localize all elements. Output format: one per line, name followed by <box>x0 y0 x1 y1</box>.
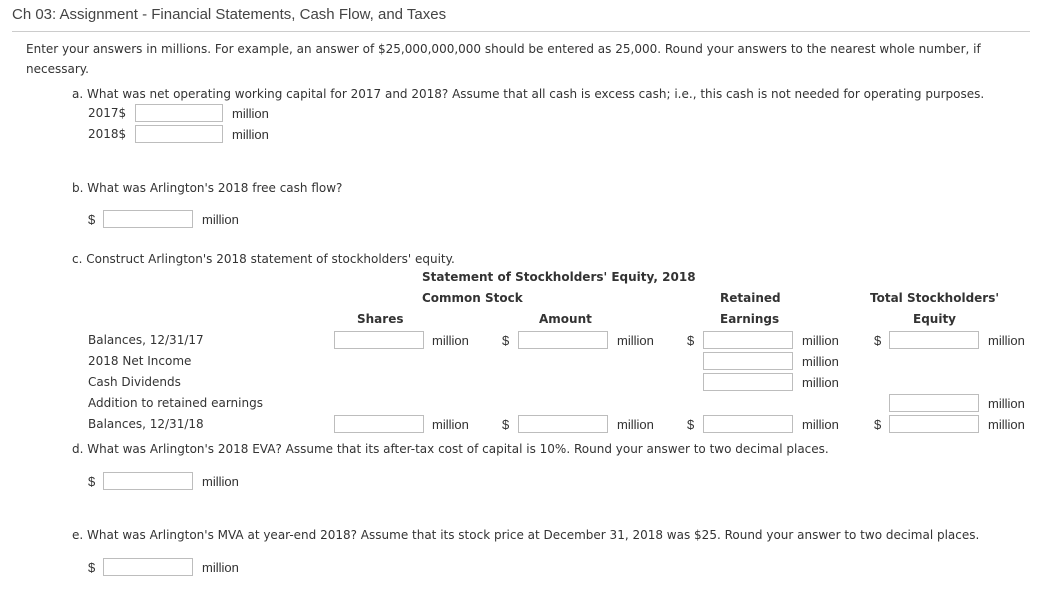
unit-label: million <box>617 333 654 348</box>
dollar-sign: $ <box>687 417 695 432</box>
dollar-sign: $ <box>502 333 510 348</box>
unit-label: million <box>432 417 469 432</box>
unit-label: million <box>988 396 1025 411</box>
unit-label: million <box>432 333 469 348</box>
header-common-stock: Common Stock <box>422 291 523 305</box>
bal2018-total-input[interactable] <box>889 415 979 433</box>
dollar-sign: $ <box>502 417 510 432</box>
dollar-sign: $ <box>88 474 96 489</box>
question-c: c. Construct Arlington's 2018 statement of stockholders' equity. <box>72 252 455 266</box>
label-2018: 2018$ <box>88 127 127 141</box>
bal2017-shares-input[interactable] <box>334 331 424 349</box>
nowc-2018-input[interactable] <box>135 125 223 143</box>
dollar-sign: $ <box>874 417 882 432</box>
question-a: a. What was net operating working capital for 2017 and 2018? Assume that all cash is excess cash; i.e., this cash is not needed for operating purposes. <box>72 87 985 101</box>
unit-label: million <box>202 212 239 227</box>
bal2018-retained-input[interactable] <box>703 415 793 433</box>
row-label-cash-dividends: Cash Dividends <box>88 375 181 389</box>
header-retained: Retained <box>720 291 781 305</box>
bal2017-retained-input[interactable] <box>703 331 793 349</box>
bal2018-shares-input[interactable] <box>334 415 424 433</box>
unit-label: million <box>988 333 1025 348</box>
question-b: b. What was Arlington's 2018 free cash flow? <box>72 181 343 195</box>
label-2017: 2017$ <box>88 106 127 120</box>
dollar-sign: $ <box>88 212 96 227</box>
instructions-text: Enter your answers in millions. For example, an answer of $25,000,000,000 should be entered as 25,000. Round your answers to the nearest whole number, if necessary. <box>26 42 981 76</box>
dollar-sign: $ <box>88 560 96 575</box>
eva-input[interactable] <box>103 472 193 490</box>
row-label-balances-2018: Balances, 12/31/18 <box>88 417 204 431</box>
bal2017-amount-input[interactable] <box>518 331 608 349</box>
addition-total-input[interactable] <box>889 394 979 412</box>
header-equity: Equity <box>913 312 957 326</box>
row-label-addition: Addition to retained earnings <box>88 396 263 410</box>
page-title: Ch 03: Assignment - Financial Statements, Cash Flow, and Taxes <box>12 6 447 23</box>
header-amount: Amount <box>539 312 592 326</box>
table-title: Statement of Stockholders' Equity, 2018 <box>422 270 696 284</box>
question-e: e. What was Arlington's MVA at year-end 2018? Assume that its stock price at December 31, 2018 was $25. Round your answer to two decimal places. <box>72 528 980 542</box>
dollar-sign: $ <box>687 333 695 348</box>
question-d: d. What was Arlington's 2018 EVA? Assume that its after-tax cost of capital is 10%. Round your answer to two decimal places. <box>72 442 829 456</box>
bal2018-amount-input[interactable] <box>518 415 608 433</box>
row-label-net-income: 2018 Net Income <box>88 354 192 368</box>
unit-label: million <box>202 474 239 489</box>
dollar-sign: $ <box>874 333 882 348</box>
row-label-balances-2017: Balances, 12/31/17 <box>88 333 204 347</box>
dividends-retained-input[interactable] <box>703 373 793 391</box>
unit-label: million <box>802 375 839 390</box>
nowc-2017-input[interactable] <box>135 104 223 122</box>
header-shares: Shares <box>357 312 404 326</box>
title-divider <box>12 31 1030 32</box>
unit-label: million <box>988 417 1025 432</box>
unit-label: million <box>202 560 239 575</box>
fcf-input[interactable] <box>103 210 193 228</box>
header-earnings: Earnings <box>720 312 780 326</box>
bal2017-total-input[interactable] <box>889 331 979 349</box>
unit-label: million <box>232 106 269 121</box>
unit-label: million <box>232 127 269 142</box>
net-income-retained-input[interactable] <box>703 352 793 370</box>
unit-label: million <box>802 354 839 369</box>
unit-label: million <box>802 417 839 432</box>
unit-label: million <box>617 417 654 432</box>
unit-label: million <box>802 333 839 348</box>
header-total: Total Stockholders' <box>870 291 1000 305</box>
mva-input[interactable] <box>103 558 193 576</box>
